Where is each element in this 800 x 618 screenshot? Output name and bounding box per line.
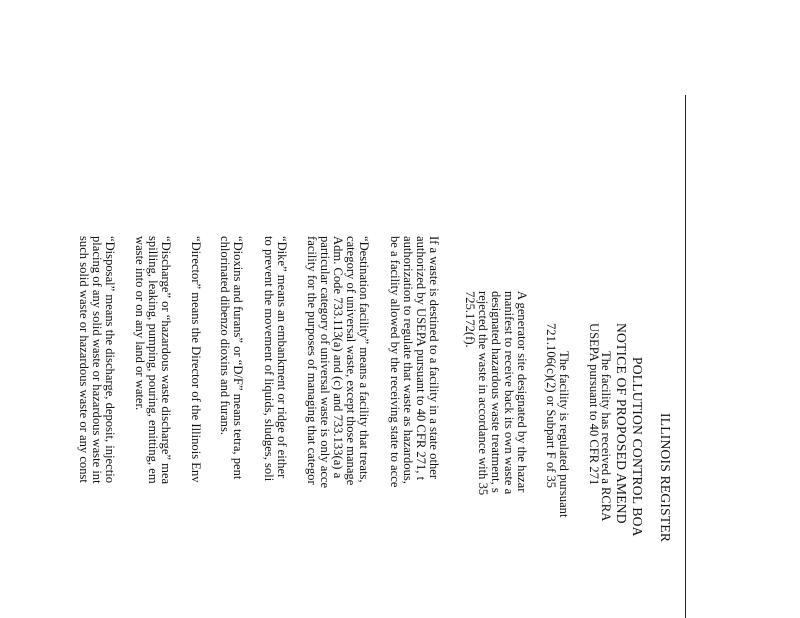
paragraph-line: particular category of universal waste is only acce: [318, 236, 332, 489]
paragraph-line: A generator site designated by the hazar: [515, 291, 529, 493]
paragraph-line: 721.106(c)(2) or Subpart F of 35: [544, 323, 558, 489]
header-rule: [685, 95, 686, 618]
paragraph-line: If a waste is destined to a facility in a state other: [427, 236, 441, 480]
paragraph-line: spilling, leaking, pumping, pouring, emitting, em: [146, 236, 160, 484]
paragraph-line: 725.172(f).: [463, 291, 477, 348]
board-name: POLLUTION CONTROL BOA: [630, 357, 645, 537]
paragraph-line: authorized by USEPA pursuant to 40 CFR 271, t: [414, 236, 428, 481]
paragraph-line: to prevent the movement of liquids, sludges, soli: [262, 236, 276, 482]
notice-title: NOTICE OF PROPOSED AMEND: [614, 323, 629, 524]
paragraph-line: Adm. Code 733.113(a) and (c) and 733.133(a) a: [331, 236, 345, 479]
paragraph-line: be a facility allowed by the receiving state to acce: [388, 236, 402, 488]
paragraph-line: waste into or on any land or water.: [133, 236, 147, 411]
paragraph-line: such solid waste or hazardous waste or any const: [77, 236, 91, 483]
paragraph-line: “Disposal” means the discharge, deposit, injectio: [103, 236, 117, 484]
paragraph-line: designated hazardous waste treatment, s: [489, 291, 503, 493]
paragraph-line: USEPA pursuant to 40 CFR 271: [587, 323, 601, 486]
paragraph-line: facility for the purposes of managing that categor: [305, 236, 319, 485]
rotated-page-content: [70, 95, 700, 618]
paragraph-line: category of universal waste, except those manage: [344, 236, 358, 486]
paragraph-line: authorization to regulate that waste as hazardous,: [401, 236, 415, 484]
paragraph-line: The facility is regulated pursuant: [557, 351, 571, 518]
paragraph-line: manifest to receive back its own waste a: [502, 291, 516, 495]
register-title: ILLINOIS REGISTER: [658, 413, 673, 543]
paragraph-line: “Destination facility” means a facility that treats,: [357, 236, 371, 483]
paragraph-line: The facility has received a RCRA: [599, 351, 613, 522]
paragraph-line: “Director” means the Director of the Illinois Env: [189, 236, 203, 483]
paragraph-line: “Dike” means an embankment or ridge of either: [275, 236, 289, 479]
paragraph-line: placing of any solid waste or hazardous waste int: [90, 236, 104, 484]
paragraph-line: rejected the waste in accordance with 35: [476, 291, 490, 496]
paragraph-line: “Dioxins and furans” or “D/F” means tetra, pent: [231, 236, 245, 480]
paragraph-line: “Discharge” or “hazardous waste discharge” mea: [159, 236, 173, 485]
paragraph-line: chlorinated dibenzo dioxins and furans.: [218, 236, 232, 435]
